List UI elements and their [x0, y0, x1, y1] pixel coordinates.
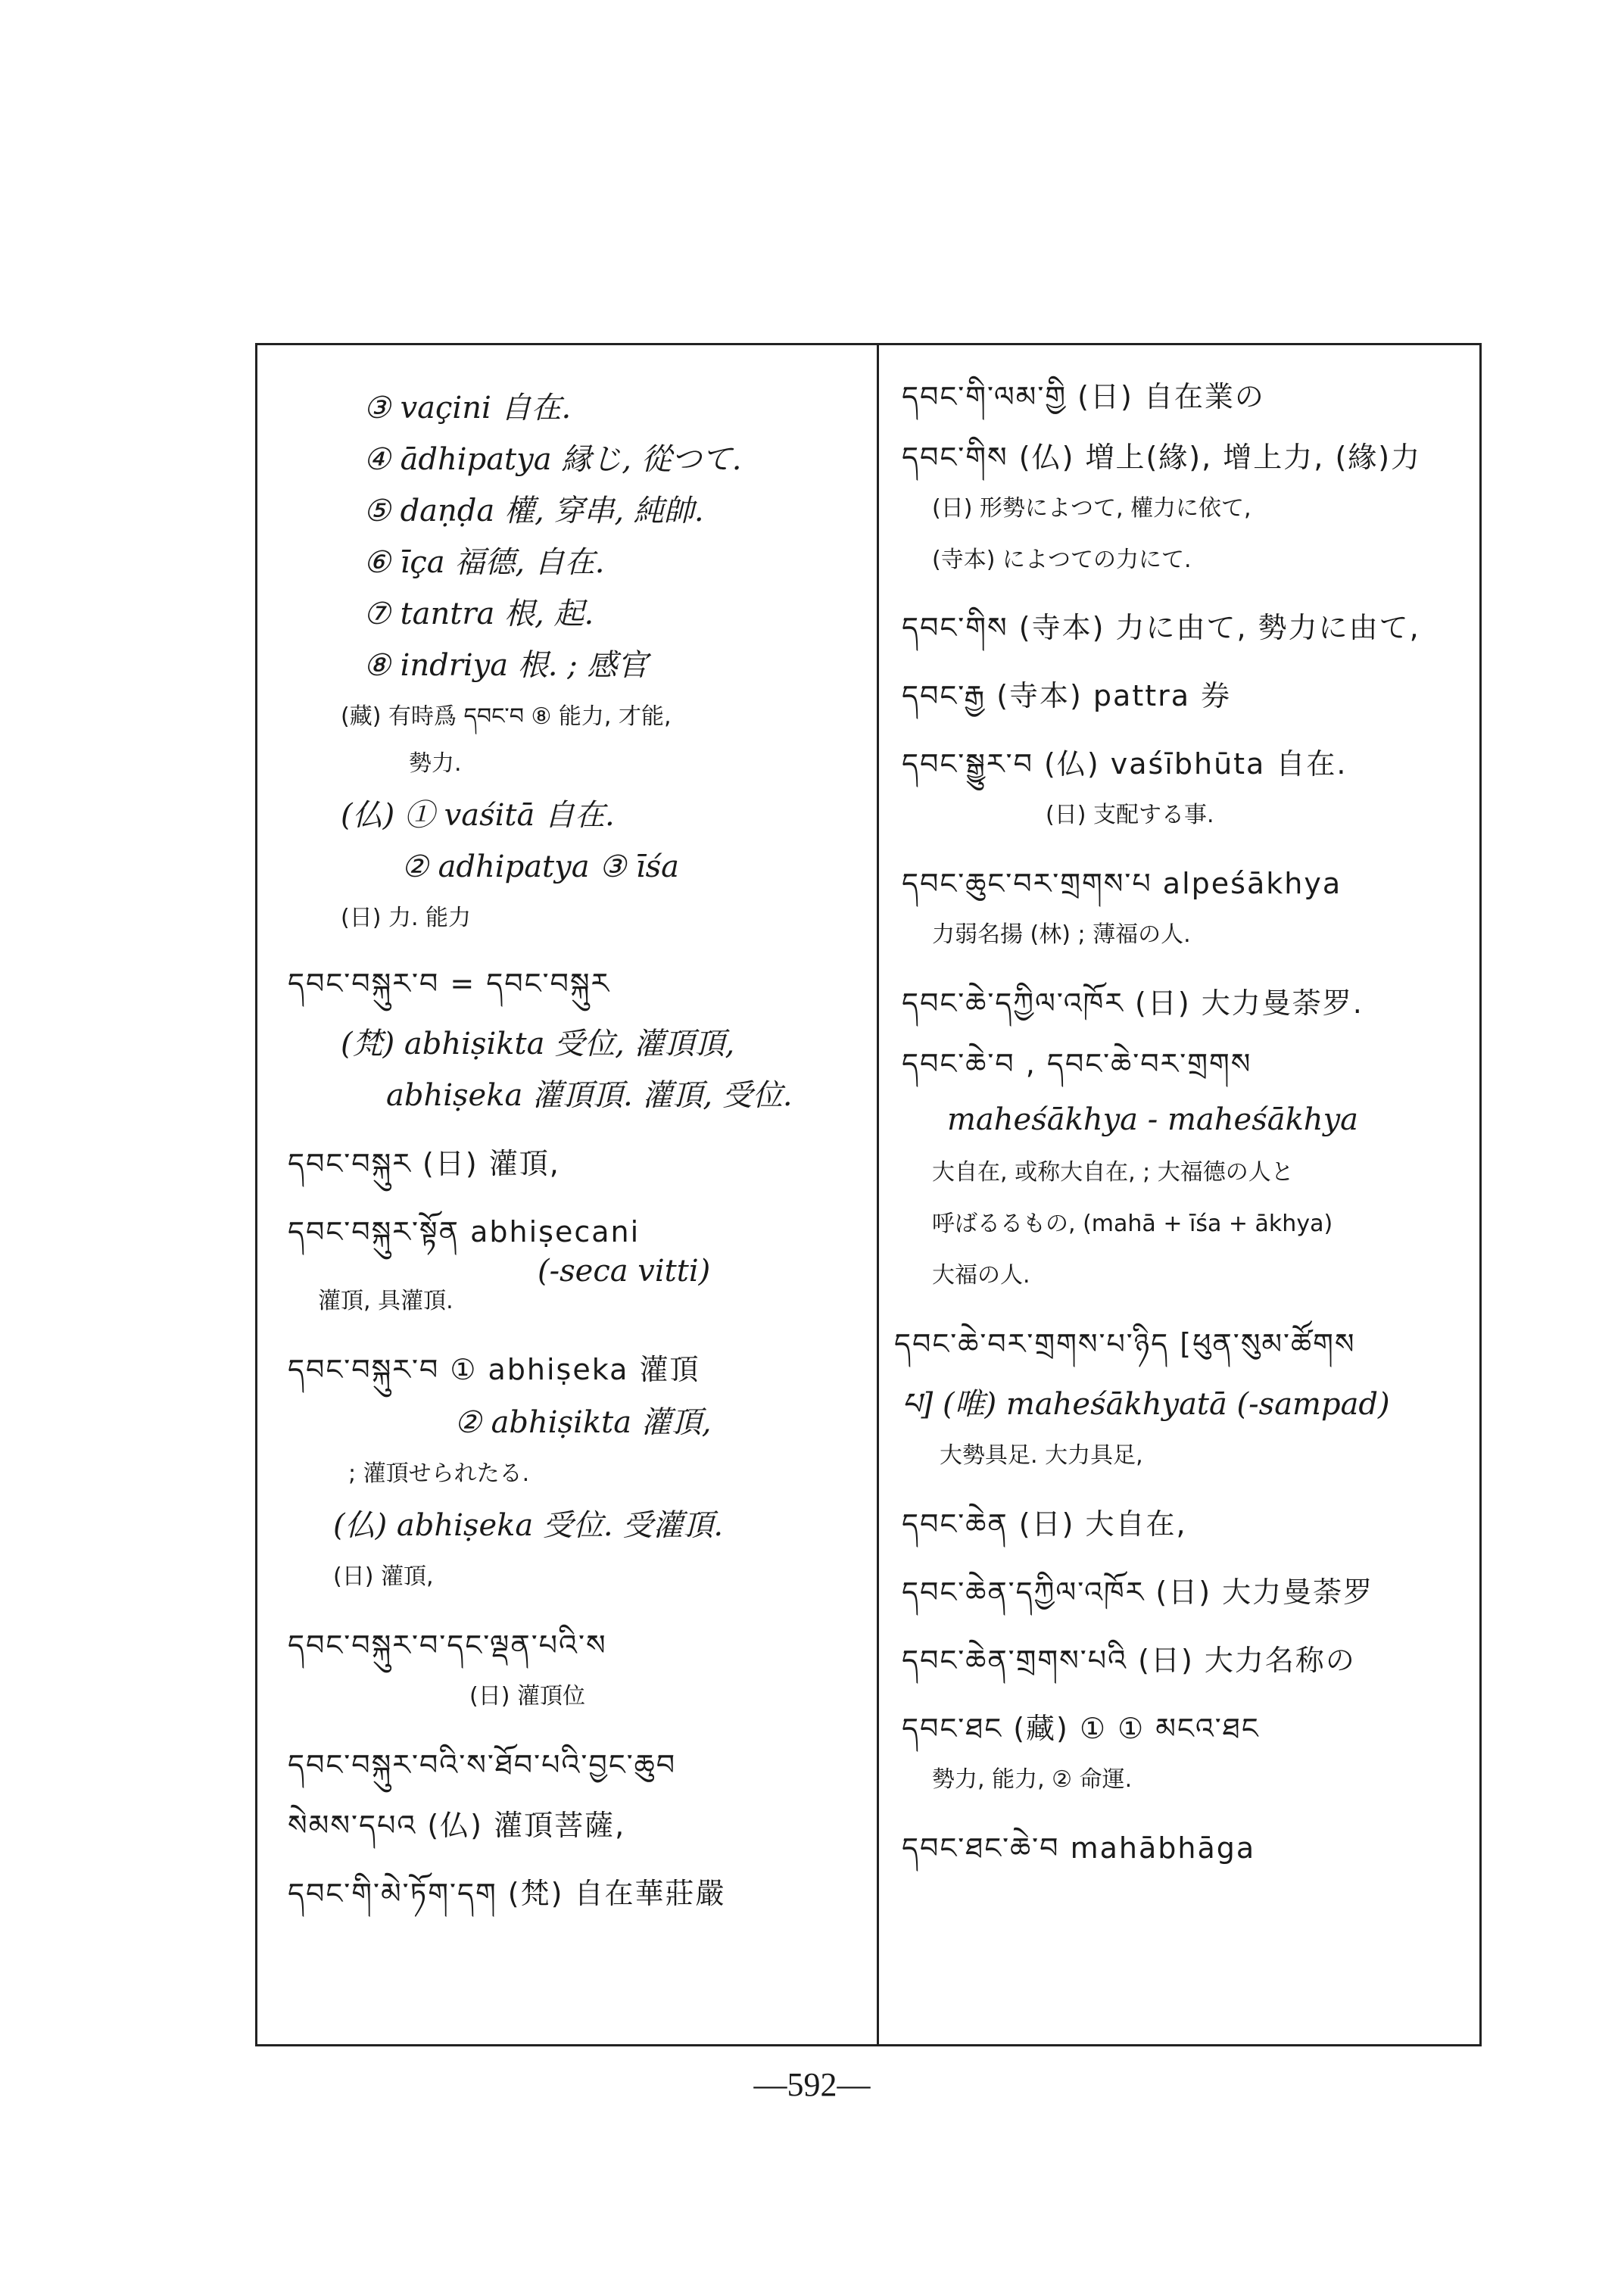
dictionary-line: 呼ばるるもの, (mahā + īśa + ākhya): [932, 1211, 1333, 1237]
right-column: [879, 345, 1482, 2044]
dictionary-line: ③ vaçini 自在.: [363, 391, 572, 425]
dictionary-line: (寺本) によつての力にて.: [932, 547, 1192, 573]
page-number: —592—: [753, 2066, 871, 2103]
dictionary-line: ⑤ daṇḍa 權, 穿串, 純帥.: [363, 494, 704, 528]
dictionary-line: དབང་བསྐུར་སྟོན abhiṣecani: [288, 1215, 641, 1248]
dictionary-line: དབང་སྒྱུར་བ (仏) vaśībhūta 自在.: [902, 747, 1348, 781]
dictionary-line: (日) 灌頂位: [469, 1683, 585, 1710]
dictionary-line: 大勢具足. 大力具足,: [940, 1442, 1143, 1469]
dictionary-line: དབང་བསྐུར་བ ① abhiṣeka 灌頂: [288, 1353, 700, 1386]
dictionary-line: དབང་ཆེན (日) 大自在,: [902, 1507, 1187, 1541]
dictionary-line: ② abhiṣikta 灌頂,: [454, 1405, 712, 1440]
dictionary-line: དབང་རྒྱ (寺本) pattra 券: [902, 679, 1232, 712]
dictionary-line: (日) 力. 能力: [341, 905, 472, 931]
dictionary-line: ② adhipatya ③ īśa: [401, 849, 680, 884]
dictionary-line: 勢力.: [409, 750, 462, 777]
dictionary-line: maheśākhya - maheśākhya: [947, 1102, 1359, 1137]
dictionary-line: དབང་བསྐུར་བ་དང་ལྡན་པའི་ས: [288, 1629, 607, 1662]
dictionary-line: (日) 形勢によつて, 權力に依て,: [932, 495, 1252, 522]
dictionary-line: དབང་ཐང (藏) ① ① མངའ་ཐང: [902, 1712, 1260, 1745]
dictionary-line: དབང་བསྐུར (日) 灌頂,: [288, 1147, 560, 1180]
dictionary-line: (藏) 有時爲 དབང་བ ⑧ 能力, 才能,: [341, 703, 672, 730]
dictionary-line: པ] (唯) maheśākhyatā (-sampad): [902, 1387, 1390, 1422]
dictionary-line: དབང་ཆེ་བར་གྲགས་པ་ཉིད [ཕུན་སུམ་ཚོགས: [894, 1327, 1356, 1361]
dictionary-line: 大自在, 或称大自在, ; 大福德の人と: [932, 1159, 1294, 1186]
dictionary-line: དབང་བསྐུར་བ = དབང་བསྐུར: [288, 967, 611, 1000]
dictionary-frame: [255, 343, 1482, 2046]
dictionary-line: དབང་ཐང་ཆེ་བ mahābhāga: [902, 1831, 1256, 1865]
dictionary-line: (梵) abhiṣikta 受位, 灌頂頂,: [341, 1027, 735, 1061]
dictionary-line: དབང་གིས (仏) 増上(緣), 增上力, (緣)力: [902, 441, 1422, 474]
dictionary-line: ⑥ īça 福德, 自在.: [363, 545, 605, 580]
dictionary-line: 灌頂, 具灌頂.: [318, 1288, 454, 1314]
dictionary-line: དབང་ཆེན་དཀྱིལ་འཁོར (日) 大力曼荼罗: [902, 1576, 1374, 1609]
dictionary-line: སེམས་དཔའ (仏) 灌頂菩薩,: [288, 1809, 626, 1842]
dictionary-line: 力弱名揚 (林) ; 薄福の人.: [932, 921, 1191, 948]
dictionary-line: (-seca vitti): [538, 1254, 711, 1289]
dictionary-line: དབང་ཆེན་གྲགས་པའི (日) 大力名称の: [902, 1644, 1356, 1677]
dictionary-line: ⑧ indriya 根. ; 感官: [363, 648, 648, 683]
dictionary-line: དབང་གིས (寺本) 力に由て, 勢力に由て,: [902, 611, 1420, 644]
left-column: [257, 345, 877, 2044]
dictionary-line: (仏) abhiṣeka 受位. 受灌頂.: [333, 1508, 724, 1543]
dictionary-line: ⑦ tantra 根, 起.: [363, 597, 594, 631]
dictionary-line: དབང་གི་ལམ་གྱི (日) 自在業の: [902, 380, 1265, 413]
dictionary-line: དབང་གི་མེ་ཏོག་དག (梵) 自在華莊嚴: [288, 1877, 726, 1910]
dictionary-line: ; 灌頂せられたる.: [348, 1460, 530, 1487]
dictionary-line: དབང་ཆེ་དཀྱིལ་འཁོར (日) 大力曼荼罗.: [902, 986, 1364, 1020]
dictionary-line: (日) 灌頂,: [333, 1563, 434, 1590]
dictionary-line: དབང་ཆུང་བར་གྲགས་པ alpeśākhya: [902, 867, 1342, 900]
dictionary-line: abhiṣeka 灌頂頂. 灌頂, 受位.: [386, 1078, 793, 1113]
dictionary-line: 大福の人.: [932, 1262, 1030, 1289]
dictionary-line: 勢力, 能力, ② 命運.: [932, 1766, 1133, 1793]
dictionary-line: (日) 支配する事.: [1046, 802, 1214, 828]
dictionary-line: དབང་བསྐུར་བའི་ས་ཐོབ་པའི་བྱང་ཆུབ: [288, 1748, 677, 1781]
dictionary-line: ④ ādhipatya 縁じ, 從つて.: [363, 442, 742, 477]
dictionary-line: (仏) ① vaśitā 自在.: [341, 798, 615, 833]
dictionary-line: དབང་ཆེ་བ , དབང་ཆེ་བར་གྲགས: [902, 1047, 1252, 1080]
